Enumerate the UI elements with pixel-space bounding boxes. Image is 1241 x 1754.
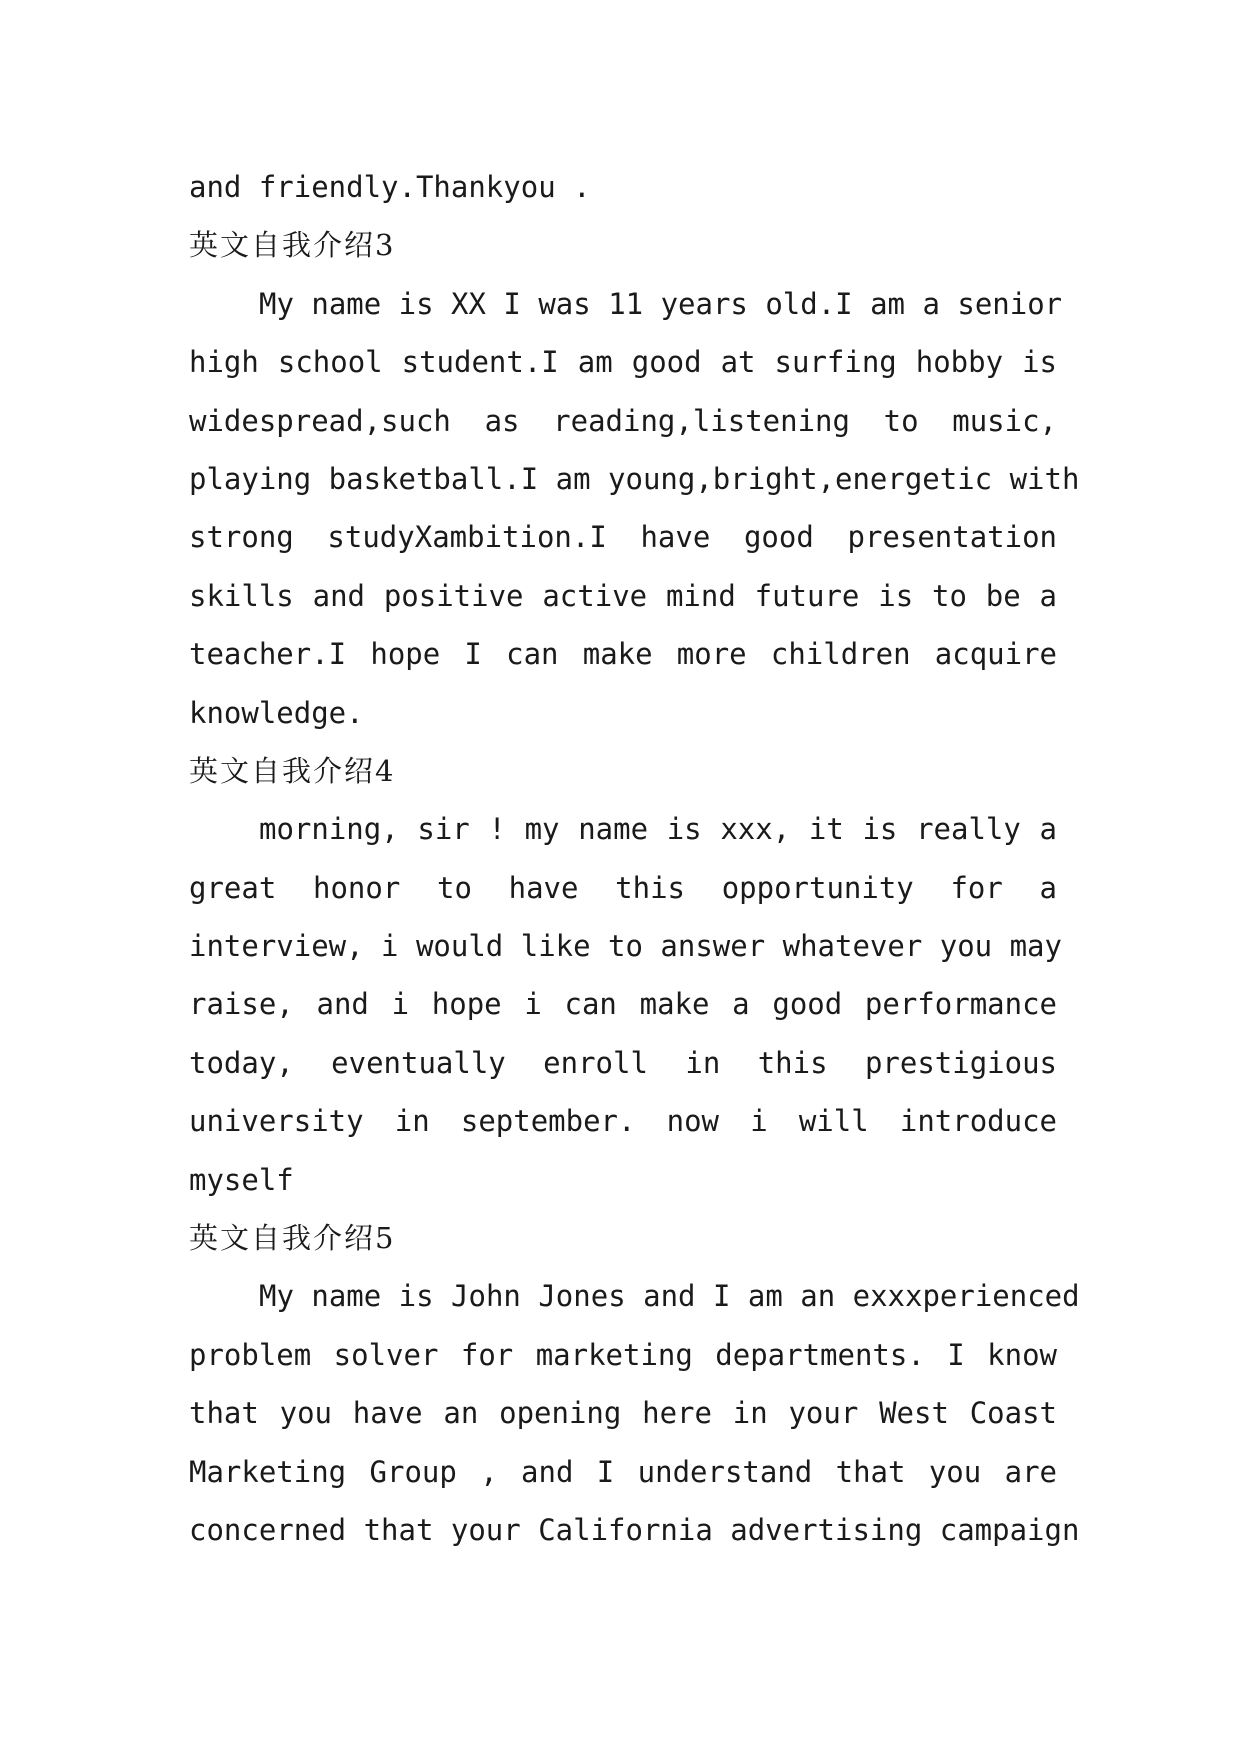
document-body [189,158,1080,1559]
paragraph-line: knowledge. [189,695,364,730]
paragraph-line: high school student.I am good at surfing hobby is [189,345,1057,380]
paragraph-line: great honor to have this opportunity for a [189,870,1057,905]
paragraph-line: teacher.I hope I can make more children acquire [189,637,1057,672]
paragraph-line: skills and positive active mind future is to be a [189,578,1057,613]
paragraph-line: concerned that your California advertising campaign [189,1512,1080,1547]
paragraph-line: My name is XX I was 11 years old.I am a senior [259,286,1063,321]
section-heading-5: 英文自我介绍5 [189,1221,396,1256]
paragraph-line: and friendly.Thankyou . [189,170,591,204]
paragraph-line: university in september. now i will introduce [189,1104,1057,1139]
paragraph-line: that you have an opening here in your West Coast [189,1396,1057,1431]
paragraph-line: strong studyXambition.I have good presentation [189,520,1057,555]
paragraph-line: raise, and i hope i can make a good performance [189,987,1057,1022]
section-heading-3: 英文自我介绍3 [189,228,396,263]
paragraph-line: morning, sir ! my name is xxx, it is really a [259,812,1057,847]
section-heading-4: 英文自我介绍4 [189,753,396,788]
paragraph-line: myself [189,1162,294,1197]
paragraph-line: interview, i would like to answer whatever you may [189,929,1062,964]
paragraph-line: playing basketball.I am young,bright,energetic with [189,461,1080,496]
paragraph-line: Marketing Group , and I understand that you are [189,1454,1057,1489]
paragraph-line: My name is John Jones and I am an exxxperienced [259,1279,1080,1314]
paragraph-line: widespread,such as reading,listening to music, [189,403,1057,438]
paragraph-line: today, eventually enroll in this prestigious [189,1045,1057,1080]
paragraph-line: problem solver for marketing departments. I know [189,1337,1057,1372]
